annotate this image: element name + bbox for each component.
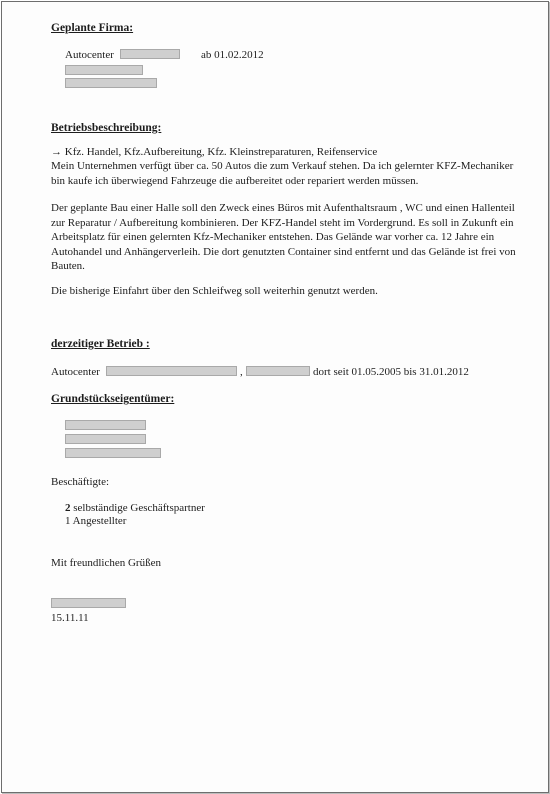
current-business-name: Autocenter (51, 366, 100, 378)
paragraph-1-text: Mein Unternehmen verfügt über ca. 50 Autos die zum Verkauf stehen. Da ich gelernter KFZ-Mechaniker bin kaufe ich überwiegend Fahrzeuge die aufbereitet oder repariert werden müssen. (51, 160, 514, 187)
redacted-owner-line-1 (65, 420, 146, 430)
redacted-current-business-location (246, 366, 310, 376)
description-paragraph-1 (51, 159, 526, 188)
redacted-owner-line-3 (65, 448, 161, 458)
property-owner-heading: Grundstückseigentümer: (51, 393, 175, 405)
planned-company-name: Autocenter (65, 49, 114, 61)
current-business-period: dort seit 01.05.2005 bis 31.01.2012 (313, 366, 469, 378)
employee-count: 1 (65, 515, 71, 527)
services-line: → Kfz. Handel, Kfz.Aufbereitung, Kfz. Kleinstreparaturen, Reifenservice (51, 146, 378, 158)
business-description-heading: Betriebsbeschreibung: (51, 122, 162, 134)
redacted-company-name (120, 49, 180, 59)
description-paragraph-2 (51, 201, 526, 274)
employee-text: Angestellter (72, 515, 127, 527)
closing-greeting: Mit freundlichen Grüßen (51, 557, 161, 569)
redacted-owner-line-2 (65, 434, 146, 444)
redacted-address-line-2 (65, 78, 157, 88)
partners-count: 2 (65, 502, 71, 514)
redacted-current-business-name (106, 366, 237, 376)
employee-line (65, 514, 126, 529)
paragraph-2-text: Der geplante Bau einer Halle soll den Zweck eines Büros mit Aufenthaltsraum , WC und einen Hallenteil zur Reparatur / Aufbereitung kombinieren. Der KFZ-Handel steht im Vordergrund. Es soll in Zukunft ein Arbeitsplatz für einen gelernten Kfz-Mechaniker entstehen. Das Gelände war vorher ca. 12 Jahre ein Autohandel und Anhängerverleih. Die dort genutzten Container sind entfernt und das Gelände ist frei von Bauten. (51, 202, 516, 272)
partners-text: selbständige Geschäftspartner (73, 502, 205, 514)
closing-date: 15.11.11 (51, 612, 89, 624)
document-page (1, 1, 549, 793)
planned-start-date: ab 01.02.2012 (201, 49, 264, 61)
employees-label: Beschäftigte: (51, 476, 110, 488)
redacted-address-line-1 (65, 65, 143, 75)
planned-company-heading: Geplante Firma: (51, 22, 134, 34)
current-business-separator: , (240, 366, 243, 378)
description-paragraph-3: Die bisherige Einfahrt über den Schleifweg soll weiterhin genutzt werden. (51, 285, 378, 297)
current-business-heading: derzeitiger Betrieb : (51, 338, 150, 350)
redacted-signature (51, 598, 126, 608)
